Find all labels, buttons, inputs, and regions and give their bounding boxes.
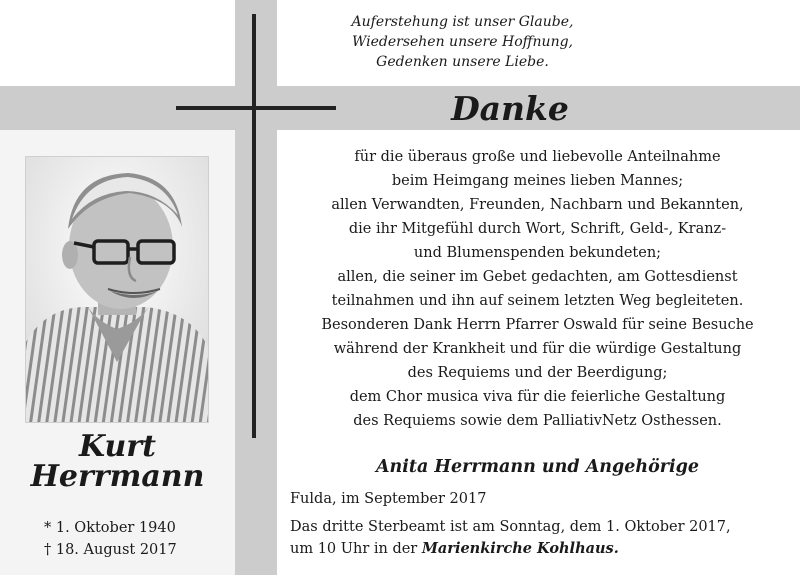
last-name: Herrmann (30, 459, 205, 494)
thanks-line: Besonderen Dank Herrn Pfarrer Oswald für seine Besuche (321, 317, 754, 333)
cross-icon-vertical-bar (252, 14, 256, 438)
notice-line: Das dritte Sterbeamt ist am Sonntag, dem 1. Oktober 2017, (290, 519, 731, 535)
date-line: Fulda, im September 2017 (290, 491, 487, 507)
thanks-line: dem Chor musica viva für die feierliche Gestaltung (349, 389, 726, 405)
thanks-line: allen Verwandten, Freunden, Nachbarn und Bekannten, (331, 197, 744, 213)
notice-line (290, 538, 731, 560)
life-dates (44, 517, 177, 561)
thanks-text (285, 145, 790, 433)
church-name: Marienkirche Kohlhaus. (421, 540, 619, 557)
notice-prefix: um 10 Uhr in der (290, 541, 422, 557)
thanks-line: für die überaus große und liebevolle Anteilnahme (354, 149, 721, 165)
requiem-notice (290, 516, 731, 560)
poem-line: Wiedersehen unsere Hoffnung, (351, 34, 574, 50)
thanks-line: des Requiems sowie dem PalliativNetz Osthessen. (353, 413, 722, 429)
thanks-line: die ihr Mitgefühl durch Wort, Schrift, Geld-, Kranz- (348, 221, 727, 237)
thanks-line: beim Heimgang meines lieben Mannes; (391, 173, 684, 189)
thanks-line: allen, die seiner im Gebet gedachten, am Gottesdienst (337, 269, 738, 285)
thanks-line: des Requiems und der Beerdigung; (407, 365, 668, 381)
death-date: † 18. August 2017 (44, 542, 177, 558)
portrait-photo (26, 157, 208, 422)
poem-line: Auferstehung ist unser Glaube, (351, 14, 574, 30)
poem-line: Gedenken unsere Liebe. (376, 54, 549, 70)
first-name: Kurt (79, 429, 156, 464)
thanks-line: während der Krankheit und für die würdige Gestaltung (333, 341, 742, 357)
page-title: Danke (451, 89, 569, 128)
birth-date: * 1. Oktober 1940 (44, 520, 176, 536)
signature: Anita Herrmann und Angehörige (375, 457, 700, 477)
cross-icon-horizontal-bar (176, 106, 336, 110)
gray-cross-horizontal-band (0, 86, 800, 130)
thanks-line: teilnahmen und ihn auf seinem letzten Weg begleiteten. (331, 293, 744, 309)
poem (340, 12, 585, 72)
thanks-line: und Blumenspenden bekundeten; (413, 245, 662, 261)
deceased-name (0, 429, 235, 494)
